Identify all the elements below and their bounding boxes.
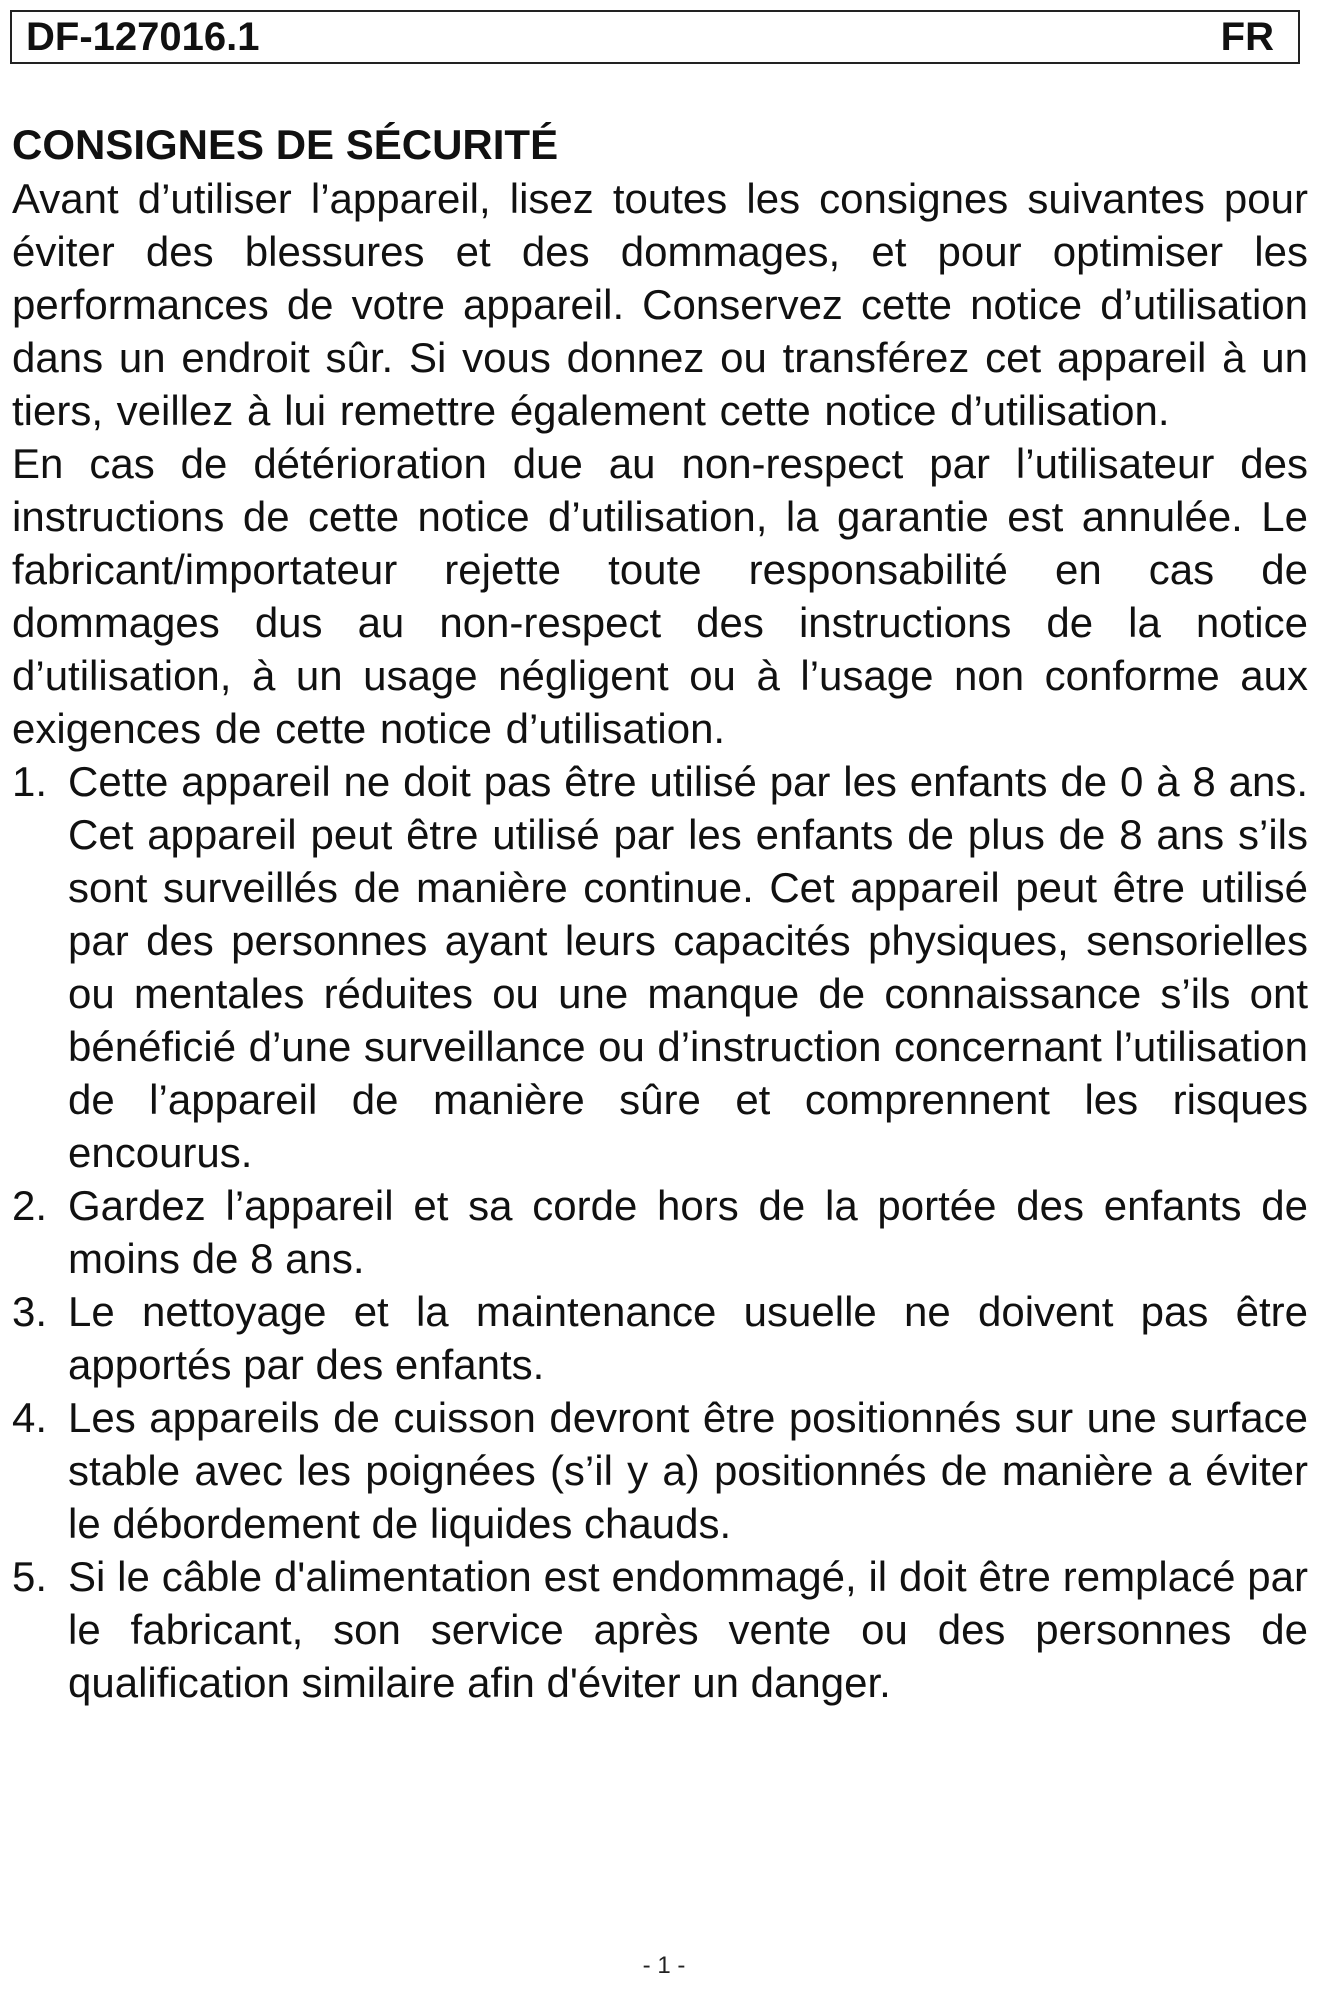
list-item-text: Cette appareil ne doit pas être utilisé par les enfants de 0 à 8 ans. Cet appareil peut être utilisé par les enfants de plus de 8 ans s’ils sont surveillés de manière continue. Cet appareil peut être utilisé par des personnes ayant leurs capacités physiques, sensorielles ou mentales réduites ou une manque de connaissance s’ils ont bénéficié d’une surveillance ou d’instruction concernant l’utilisation de l’appareil de manière sûre et comprennent les risques encourus. [68, 758, 1308, 1176]
safety-section [12, 118, 1308, 1709]
list-item-number: 1. [12, 758, 48, 805]
list-item [12, 755, 1308, 1179]
list-item-number: 2. [12, 1182, 48, 1229]
list-item [12, 1285, 1308, 1391]
list-item-text: Gardez l’appareil et sa corde hors de la portée des enfants de moins de 8 ans. [68, 1182, 1308, 1282]
warranty-paragraph: En cas de détérioration due au non-respect par l’utilisateur des instructions de cette notice d’utilisation, la garantie est annulée. Le fabricant/importateur rejette toute responsabilité en cas de dommages dus au non-respect des instructions de la notice d’utilisation, à un usage négligent ou à l’usage non conforme aux exigences de cette notice d’utilisation. [12, 440, 1308, 752]
language-code: FR [1220, 14, 1274, 59]
list-item-number: 4. [12, 1394, 48, 1441]
list-item-text: Si le câble d'alimentation est endommagé, il doit être remplacé par le fabricant, son service après vente ou des personnes de qualification similaire afin d'éviter un danger. [68, 1553, 1308, 1706]
section-title: CONSIGNES DE SÉCURITÉ [12, 121, 559, 168]
list-item-number: 3. [12, 1288, 48, 1335]
list-item [12, 1179, 1308, 1285]
intro-paragraph: Avant d’utiliser l’appareil, lisez toutes les consignes suivantes pour éviter des blessures et des dommages, et pour optimiser les performances de votre appareil. Conservez cette notice d’utilisation dans un endroit sûr. Si vous donnez ou transférez cet appareil à un tiers, veillez à lui remettre également cette notice d’utilisation. [12, 175, 1308, 434]
list-item-text: Les appareils de cuisson devront être positionnés sur une surface stable avec les poignées (s’il y a) positionnés de manière a éviter le débordement de liquides chauds. [68, 1394, 1308, 1547]
list-item-number: 5. [12, 1553, 48, 1600]
list-item [12, 1550, 1308, 1709]
list-item [12, 1391, 1308, 1550]
safety-rules-list [12, 755, 1308, 1709]
list-item-text: Le nettoyage et la maintenance usuelle ne doivent pas être apportés par des enfants. [68, 1288, 1308, 1388]
document-header [10, 10, 1300, 64]
document-code: DF-127016.1 [26, 14, 260, 59]
page-number: - 1 - [642, 1952, 686, 1979]
